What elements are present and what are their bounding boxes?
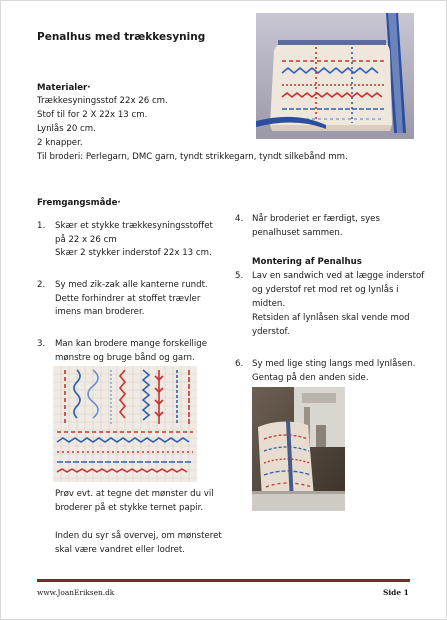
- step-line: mønstre og bruge bånd og garn.: [55, 353, 195, 363]
- tip-line: Prøv evt. at tegne det mønster du vil: [55, 489, 214, 499]
- step-line: Skær et stykke trækkesyningsstoffet: [55, 221, 213, 231]
- footer-page-number: Side 1: [383, 588, 409, 597]
- step-line: Lav en sandwich ved at lægge inderstof: [252, 271, 425, 281]
- step-line: på 22 x 26 cm: [55, 235, 117, 245]
- materials-line: Trækkesyningsstof 22x 26 cm.: [37, 96, 168, 106]
- footer-website: www.JoanEriksen.dk: [37, 588, 115, 597]
- step-line: penalhuset sammen.: [252, 228, 343, 238]
- materials-line: Lynlås 20 cm.: [37, 124, 96, 134]
- step-line: Dette forhindrer at stoffet trævler: [55, 294, 201, 304]
- tip-line: Inden du syr så overvej, om mønsteret: [55, 531, 222, 541]
- materials-line: 2 knapper.: [37, 138, 83, 148]
- tip-line: skal være vandret eller lodret.: [55, 545, 186, 555]
- footer-rule: [37, 579, 410, 582]
- step-line: og yderstof ret mod ret og lynlås i: [252, 285, 399, 295]
- step-number: 5.: [235, 271, 244, 281]
- step-number: 1.: [37, 221, 46, 231]
- step-line: Sy med lige sting langs med lynlåsen.: [252, 359, 416, 369]
- page-title: Penalhus med trækkesyning: [37, 31, 206, 43]
- assembly-heading: Montering af Penalhus: [252, 257, 362, 267]
- pencil-case-photo: [256, 13, 414, 139]
- step-line: Sy med zik-zak alle kanterne rundt.: [55, 280, 208, 290]
- step-number: 6.: [235, 359, 244, 369]
- step-number: 4.: [235, 214, 244, 224]
- step-number: 2.: [37, 280, 46, 290]
- step-line: yderstof.: [252, 327, 290, 337]
- materials-heading: Materialer·: [37, 83, 91, 93]
- tip-line: broderer på et stykke ternet papir.: [55, 503, 204, 513]
- step-line: Når broderiet er færdigt, syes: [252, 214, 380, 224]
- step-line: imens man broderer.: [55, 307, 145, 317]
- step-line: Man kan brodere mange forskellige: [55, 339, 208, 349]
- step-number: 3.: [37, 339, 46, 349]
- step-line: Gentag på den anden side.: [252, 373, 369, 383]
- materials-line: Stof til for 2 X 22x 13 cm.: [37, 110, 148, 120]
- step-line: Retsiden af lynlåsen skal vende mod: [252, 313, 410, 323]
- materials-line: Til broderi: Perlegarn, DMC garn, tyndt strikkegarn, tyndt silkebånd mm.: [37, 152, 348, 162]
- step-line: Skær 2 stykker inderstof 22x 13 cm.: [55, 248, 212, 258]
- sewing-machine-photo: [252, 387, 345, 511]
- step-line: midten.: [252, 299, 286, 309]
- embroidery-sample-photo: [53, 366, 197, 482]
- procedure-heading: Fremgangsmåde·: [37, 198, 121, 208]
